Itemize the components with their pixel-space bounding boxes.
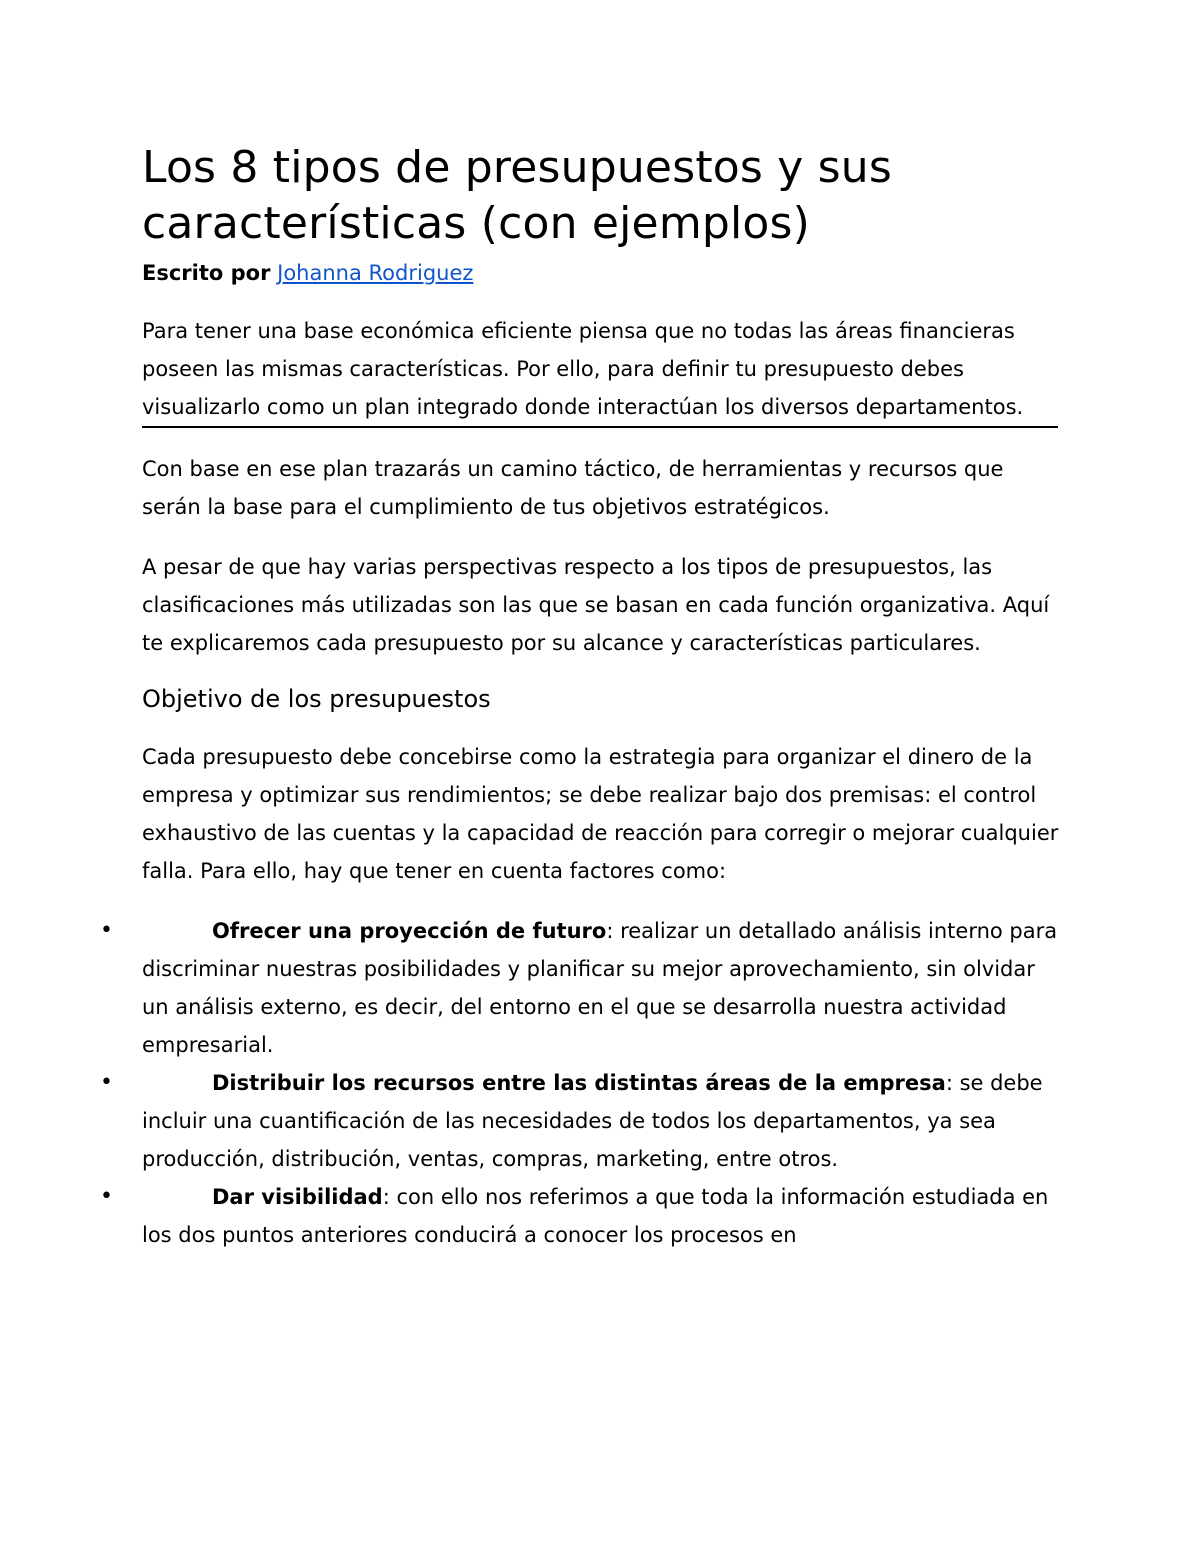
byline-prefix: Escrito por <box>142 261 271 285</box>
list-item-bold: Distribuir los recursos entre las distintas áreas de la empresa <box>212 1071 946 1095</box>
section-paragraph: Cada presupuesto debe concebirse como la estrategia para organizar el dinero de la empresa y optimizar sus rendimientos; se debe realizar bajo dos premisas: el control exhaustivo de las cuentas y la capacidad de reacción para corregir o mejorar cualquier falla. Para ello, hay que tener en cuenta factores como: <box>142 745 1059 883</box>
list-item <box>100 912 1062 1064</box>
bullet-icon: • <box>100 1070 113 1095</box>
document-content <box>100 140 1062 1254</box>
list-item <box>100 1064 1062 1178</box>
paragraph-2: Con base en ese plan trazarás un camino táctico, de herramientas y recursos que serán la base para el cumplimiento de tus objetivos estratégicos. <box>142 457 1004 519</box>
bullet-icon: • <box>100 918 113 943</box>
author-link[interactable]: Johanna Rodriguez <box>277 261 474 285</box>
section-heading: Objetivo de los presupuestos <box>142 685 491 713</box>
byline <box>142 258 1062 288</box>
list-item-text: : realizar un detallado análisis interno para discriminar nuestras posibilidades y planificar su mejor aprovechamiento, sin olvidar un análisis externo, es decir, del entorno en el que se desarrolla nuestra actividad empresarial. <box>142 919 1058 1057</box>
paragraph-3: A pesar de que hay varias perspectivas respecto a los tipos de presupuestos, las clasificaciones más utilizadas son las que se basan en cada función organizativa. Aquí te explicaremos cada presupuesto por su alcance y características particulares. <box>142 555 1050 655</box>
list-item-bold: Dar visibilidad <box>212 1185 383 1209</box>
bullet-icon: • <box>100 1184 113 1209</box>
list-item-bold: Ofrecer una proyección de futuro <box>212 919 607 943</box>
list-item-text: : se debe incluir una cuantificación de las necesidades de todos los departamentos, ya sea producción, distribución, ventas, compras, marketing, entre otros. <box>142 1071 1043 1171</box>
intro-paragraph: Para tener una base económica eficiente piensa que no todas las áreas financieras poseen las mismas características. Por ello, para definir tu presupuesto debes visualizarlo como un plan integrado donde interactúan los diversos departamentos. <box>142 312 1058 428</box>
list-item-text: : con ello nos referimos a que toda la información estudiada en los dos puntos anteriores conducirá a conocer los procesos en <box>142 1185 1049 1247</box>
factors-list <box>100 912 1062 1254</box>
document-title: Los 8 tipos de presupuestos y sus características (con ejemplos) <box>142 142 892 249</box>
list-item <box>100 1178 1062 1254</box>
